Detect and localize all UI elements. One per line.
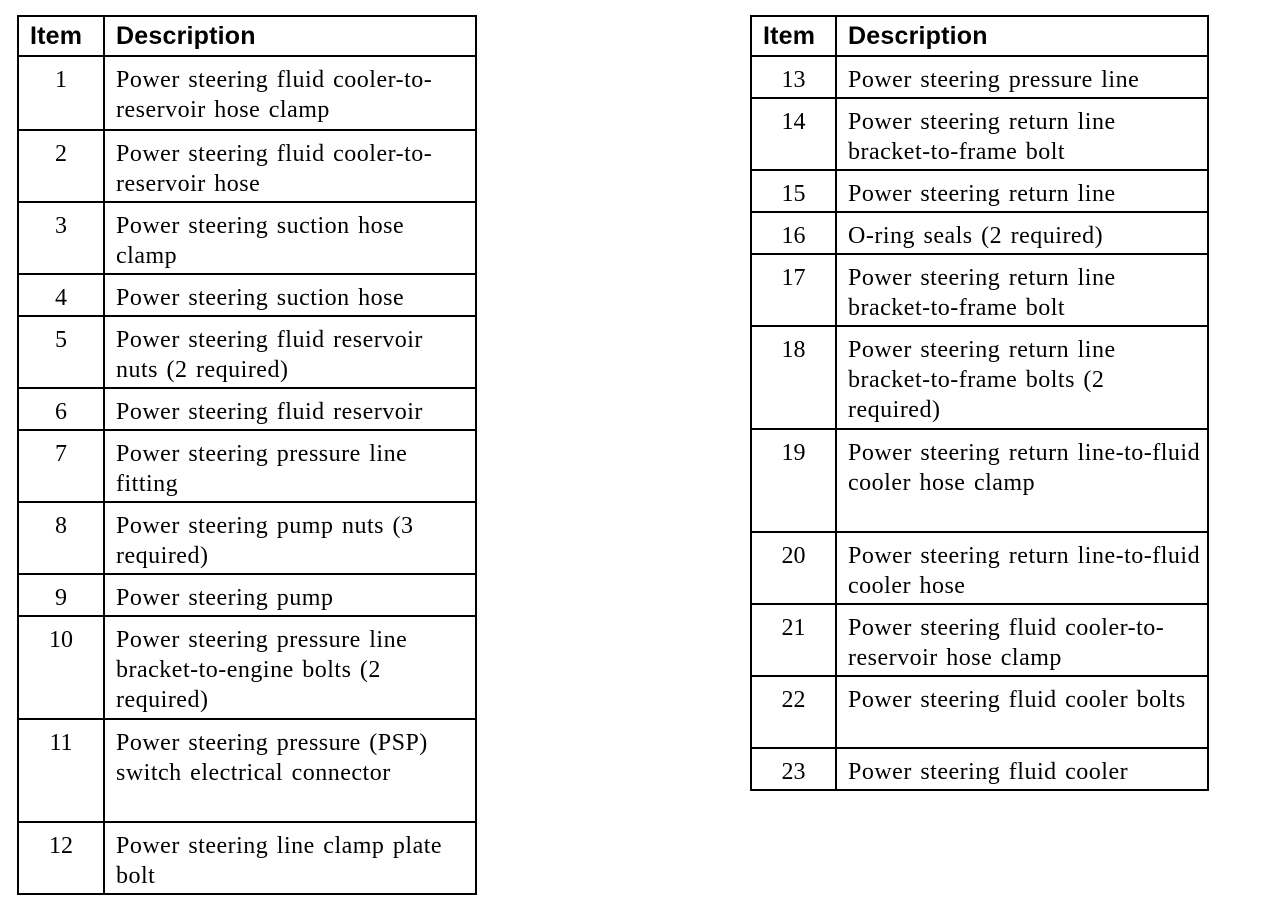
item-description: Power steering fluid cooler (836, 748, 1208, 790)
item-number: 18 (751, 326, 836, 429)
item-number: 3 (18, 202, 104, 274)
table-row (751, 676, 1208, 748)
item-number: 12 (18, 822, 104, 894)
table-row (751, 254, 1208, 326)
item-number: 5 (18, 316, 104, 388)
item-description: Power steering fluid reservoir nuts (2 required) (104, 316, 476, 388)
item-number: 15 (751, 170, 836, 212)
item-number: 20 (751, 532, 836, 604)
item-number: 2 (18, 130, 104, 202)
item-number: 14 (751, 98, 836, 170)
table-row (18, 719, 476, 822)
table-row (18, 56, 476, 130)
table-row (751, 170, 1208, 212)
item-description: Power steering return line bracket-to-frame bolts (2 required) (836, 326, 1208, 429)
table-header-row (751, 16, 1208, 56)
item-description: Power steering fluid cooler-to-reservoir hose clamp (836, 604, 1208, 676)
table-row (18, 274, 476, 316)
table-row (18, 822, 476, 894)
item-description: Power steering return line bracket-to-frame bolt (836, 254, 1208, 326)
item-description: Power steering return line (836, 170, 1208, 212)
parts-table-left (17, 15, 477, 895)
table-row (18, 388, 476, 430)
item-description: Power steering fluid cooler-to-reservoir hose (104, 130, 476, 202)
table-row (18, 430, 476, 502)
table-header-row (18, 16, 476, 56)
table-row (18, 202, 476, 274)
item-number: 7 (18, 430, 104, 502)
item-number: 10 (18, 616, 104, 719)
item-number: 19 (751, 429, 836, 532)
table-row (18, 502, 476, 574)
item-description: Power steering pressure (PSP) switch electrical connector (104, 719, 476, 822)
item-number: 16 (751, 212, 836, 254)
table-row (751, 98, 1208, 170)
item-column-header: Item (751, 16, 836, 56)
item-number: 4 (18, 274, 104, 316)
table-row (751, 56, 1208, 98)
table-row (751, 212, 1208, 254)
table-row (18, 616, 476, 719)
item-number: 1 (18, 56, 104, 130)
table-row (18, 574, 476, 616)
item-description: Power steering suction hose (104, 274, 476, 316)
item-number: 9 (18, 574, 104, 616)
table-row (751, 326, 1208, 429)
item-description: Power steering fluid reservoir (104, 388, 476, 430)
item-number: 23 (751, 748, 836, 790)
item-description: Power steering pressure line (836, 56, 1208, 98)
item-description: Power steering line clamp plate bolt (104, 822, 476, 894)
item-number: 22 (751, 676, 836, 748)
description-column-header: Description (836, 16, 1208, 56)
item-description: Power steering pump (104, 574, 476, 616)
item-description: Power steering pump nuts (3 required) (104, 502, 476, 574)
item-number: 13 (751, 56, 836, 98)
item-number: 8 (18, 502, 104, 574)
item-description: Power steering return line bracket-to-frame bolt (836, 98, 1208, 170)
item-column-header: Item (18, 16, 104, 56)
table-row (18, 130, 476, 202)
item-description: Power steering pressure line fitting (104, 430, 476, 502)
item-description: Power steering pressure line bracket-to-engine bolts (2 required) (104, 616, 476, 719)
item-description: Power steering return line-to-fluid cooler hose (836, 532, 1208, 604)
table-row (18, 316, 476, 388)
item-description: Power steering suction hose clamp (104, 202, 476, 274)
parts-table-right (750, 15, 1209, 791)
item-description: Power steering return line-to-fluid cooler hose clamp (836, 429, 1208, 532)
item-number: 11 (18, 719, 104, 822)
table-row (751, 429, 1208, 532)
item-number: 6 (18, 388, 104, 430)
item-number: 17 (751, 254, 836, 326)
description-column-header: Description (104, 16, 476, 56)
item-number: 21 (751, 604, 836, 676)
item-description: O-ring seals (2 required) (836, 212, 1208, 254)
table-row (751, 748, 1208, 790)
table-row (751, 604, 1208, 676)
table-row (751, 532, 1208, 604)
item-description: Power steering fluid cooler bolts (836, 676, 1208, 748)
item-description: Power steering fluid cooler-to-reservoir hose clamp (104, 56, 476, 130)
